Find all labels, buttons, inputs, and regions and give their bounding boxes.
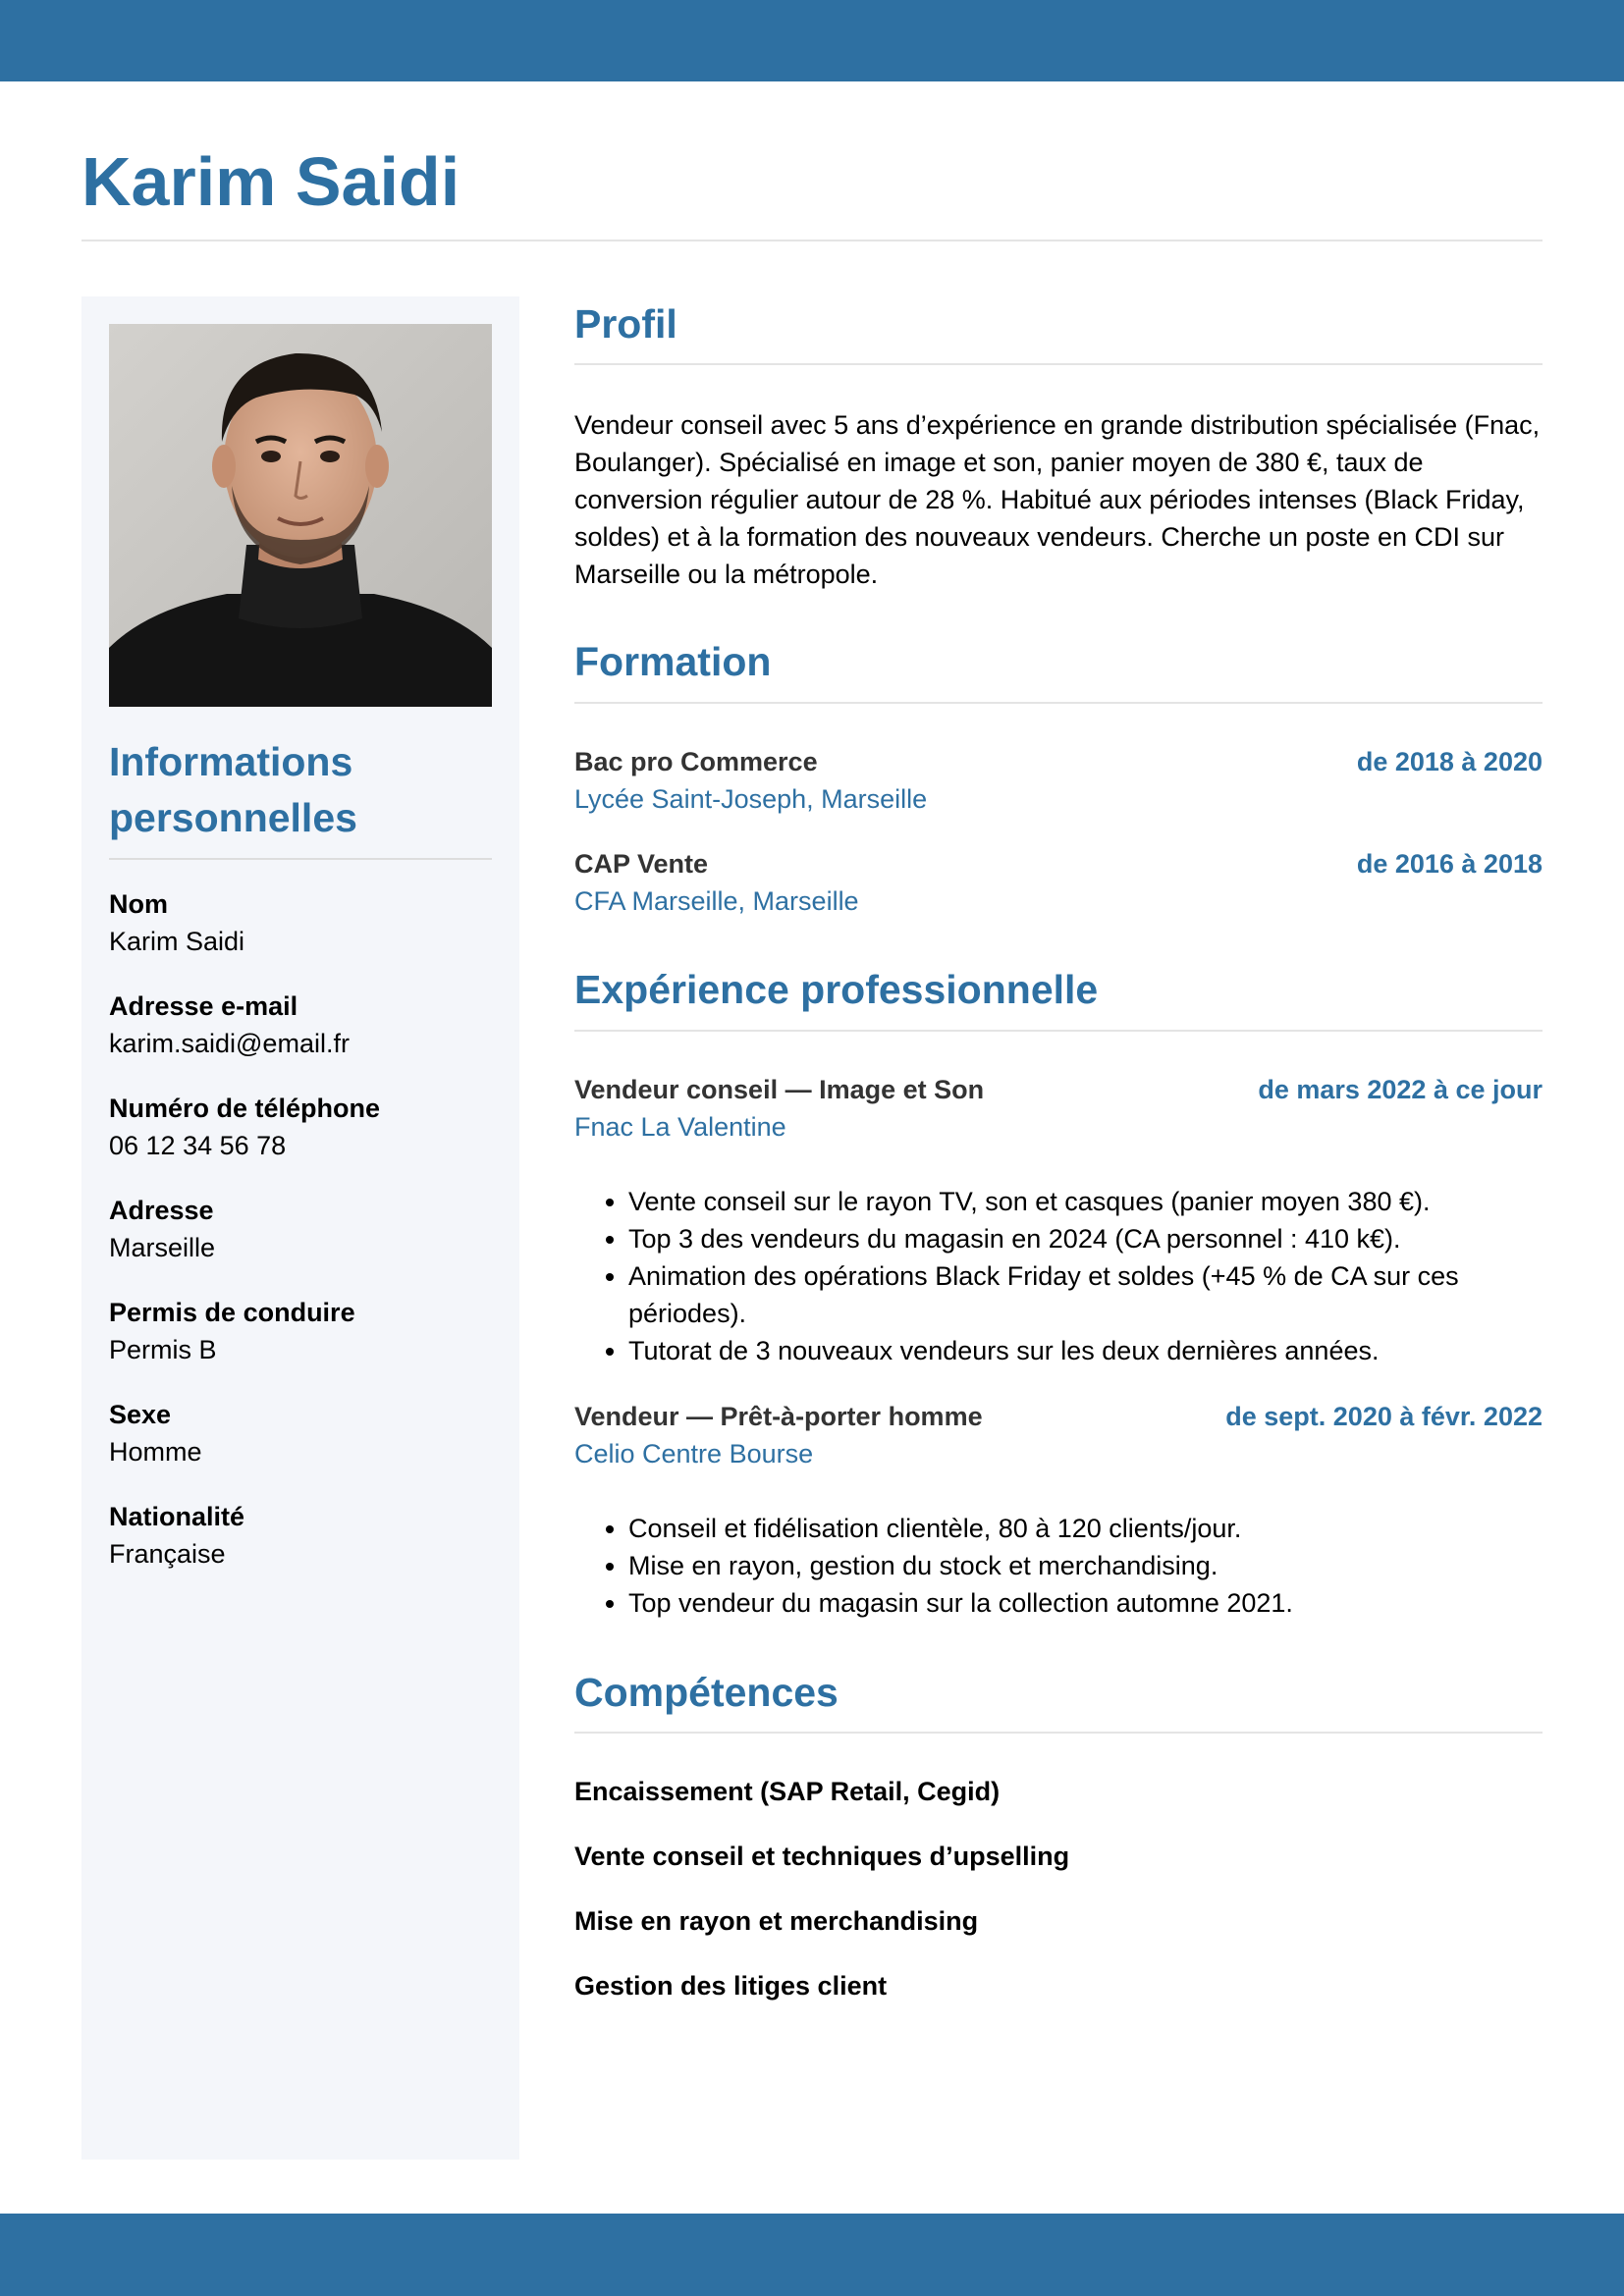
job-bullets	[574, 1183, 1543, 1369]
experience-divider	[574, 1030, 1543, 1032]
job-date: de mars 2022 à ce jour	[1258, 1075, 1543, 1104]
experience-entry	[574, 1398, 1543, 1472]
skill-item: Encaissement (SAP Retail, Cegid)	[574, 1777, 1001, 1806]
experience-heading: Expérience professionnelle	[574, 967, 1099, 1012]
sidebar-divider	[109, 858, 492, 860]
title-divider	[81, 240, 1543, 241]
info-value: Française	[109, 1539, 226, 1569]
job-title: Vendeur — Prêt-à-porter homme	[574, 1402, 983, 1431]
bottom-banner	[0, 2214, 1624, 2296]
education-title: Bac pro Commerce	[574, 747, 818, 776]
page-title: Karim Saidi	[81, 143, 460, 220]
info-value: Karim Saidi	[109, 927, 245, 956]
top-banner	[0, 0, 1624, 81]
portrait-image	[109, 324, 492, 707]
job-bullets	[574, 1510, 1543, 1622]
education-heading: Formation	[574, 639, 772, 684]
education-place: Lycée Saint-Joseph, Marseille	[574, 784, 928, 814]
sidebar	[81, 296, 519, 2160]
profile-divider	[574, 363, 1543, 365]
job-title: Vendeur conseil — Image et Son	[574, 1075, 985, 1104]
info-item-name	[109, 885, 492, 988]
list-item: • Conseil et fidélisation clientèle, 80 à 120 clients/jour.	[628, 1510, 1543, 1547]
education-date: de 2018 à 2020	[1356, 747, 1543, 776]
info-label: Adresse e-mail	[109, 991, 298, 1021]
experience-entry	[574, 1071, 1543, 1146]
info-item-nationality	[109, 1498, 492, 1600]
list-item: • Top 3 des vendeurs du magasin en 2024 (CA personnel : 410 k€).	[628, 1220, 1543, 1257]
profile-photo	[109, 324, 492, 707]
info-value: Marseille	[109, 1233, 216, 1262]
education-date: de 2016 à 2018	[1356, 849, 1543, 879]
info-item-email	[109, 988, 492, 1090]
info-item-gender	[109, 1396, 492, 1498]
personal-info-list	[109, 885, 492, 1600]
job-company: Fnac La Valentine	[574, 1112, 786, 1142]
info-label: Adresse	[109, 1196, 214, 1225]
skills-heading: Compétences	[574, 1670, 839, 1715]
education-entry	[574, 743, 1543, 818]
profile-text: Vendeur conseil avec 5 ans d’expérience en grande distribution spécialisée (Fnac, Boulanger). Spécialisé en image et son, panier moyen de 380 €, taux de conversion régulier autour de 28 %. Habitué aux périodes intenses (Black Friday, soldes) et à la formation des nouveaux vendeurs. Cherche un poste en CDI sur Marseille ou la métropole.	[574, 410, 1541, 589]
education-place: CFA Marseille, Marseille	[574, 886, 859, 916]
info-item-phone	[109, 1090, 492, 1192]
profile-heading: Profil	[574, 301, 677, 347]
info-item-license	[109, 1294, 492, 1396]
info-label: Permis de conduire	[109, 1298, 355, 1327]
info-item-address	[109, 1192, 492, 1294]
education-title: CAP Vente	[574, 849, 709, 879]
list-item: • Animation des opérations Black Friday et soldes (+45 % de CA sur ces périodes).	[628, 1257, 1543, 1332]
info-label: Nationalité	[109, 1502, 245, 1531]
skill-item: Mise en rayon et merchandising	[574, 1906, 979, 1936]
info-value: Homme	[109, 1437, 202, 1467]
info-value: 06 12 34 56 78	[109, 1131, 287, 1160]
skill-item: Gestion des litiges client	[574, 1971, 888, 2001]
list-item: • Vente conseil sur le rayon TV, son et casques (panier moyen 380 €).	[628, 1183, 1543, 1220]
list-item: • Tutorat de 3 nouveaux vendeurs sur les deux dernières années.	[628, 1332, 1543, 1369]
education-entry	[574, 845, 1543, 920]
info-label: Sexe	[109, 1400, 172, 1429]
job-company: Celio Centre Bourse	[574, 1439, 814, 1468]
info-value: karim.saidi@email.fr	[109, 1029, 350, 1058]
list-item: • Mise en rayon, gestion du stock et merchandising.	[628, 1547, 1543, 1584]
skills-divider	[574, 1732, 1543, 1734]
info-label: Nom	[109, 889, 168, 919]
job-date: de sept. 2020 à févr. 2022	[1225, 1402, 1543, 1431]
list-item: • Top vendeur du magasin sur la collection automne 2021.	[628, 1584, 1543, 1622]
education-divider	[574, 702, 1543, 704]
skill-item: Vente conseil et techniques d’upselling	[574, 1842, 1070, 1871]
info-label: Numéro de téléphone	[109, 1094, 381, 1123]
info-value: Permis B	[109, 1335, 217, 1364]
personal-info-heading: Informations personnelles	[109, 739, 357, 840]
